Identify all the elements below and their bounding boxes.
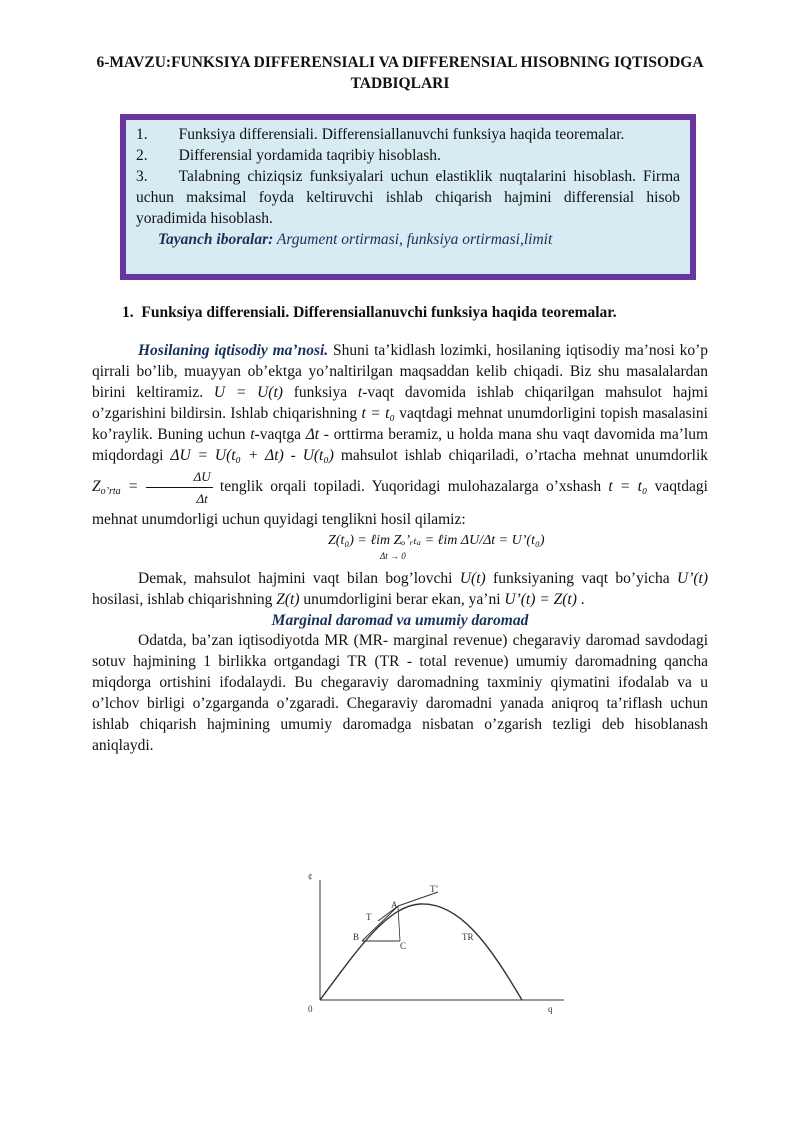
x-axis-label: q <box>548 1004 553 1014</box>
revenue-curve-figure <box>300 866 580 1026</box>
label-b: B <box>353 932 360 942</box>
keywords-line <box>136 229 680 250</box>
formula-u-prime-equals-z: U’(t) = Z(t) <box>504 591 577 608</box>
formula-u-of-t: U = U(t) <box>213 384 283 401</box>
keywords-label: Tayanch iboralar: <box>158 231 274 248</box>
formula-t-equals-t0: t = t₀ <box>361 405 395 422</box>
limit-formula-row <box>92 530 708 568</box>
tr-curve <box>320 904 522 1000</box>
y-axis-label: ¢ <box>308 872 313 882</box>
formula-average-productivity: $Z_{o’rta}$ = $\frac{\Delta U}{\Delta t}$ <box>92 478 213 495</box>
page-title: 6-MAVZU:FUNKSIYA DIFFERENSIALI VA DIFFERENSIAL HISOBNING IQTISODGA TADBIQLARI <box>96 54 704 92</box>
formula-delta-u: ΔU = U(t₀ + Δt) - U(t₀) <box>170 447 334 464</box>
label-c: C <box>400 941 407 951</box>
lesson-plan-box <box>120 114 696 280</box>
keywords-text: Argument ortirmasi, funksiya ortirmasi,limit <box>273 231 553 248</box>
label-t-prime: T’ <box>430 884 439 894</box>
document-page <box>92 52 708 756</box>
plan-item-3: 3. Talabning chiziqsiz funksiyalari uchun elastiklik nuqtalarini hisoblash. Firma uchun maksimal foyda keltiruvchi ishlab chiqarish hajmini differensial hisob yoradimida hisoblash. <box>136 168 680 227</box>
plan-item-1: 1. Funksiya differensiali. Differensiallanuvchi funksiya haqida teoremalar. <box>136 126 625 143</box>
paragraph-lead: Hosilaning iqtisodiy ma’nosi. <box>138 342 329 359</box>
label-t: T <box>366 912 372 922</box>
paragraph-economic-meaning: Hosilaning iqtisodiy ma’nosi. Shuni ta’kidlash lozimki, hosilaning iqtisodiy ma’nosi ko’p qirrali bo’lib, muayyan ob’ektga yo’naltirilgan maqsaddan kelib chiqadi. Biz shu masalalardan birini keltiramiz. U = U(t) funksiya t-vaqt davomida ishlab chiqarilgan mahsulot hajmi o’zgarishini bildirsin. Ishlab chiqarishning t = t₀ vaqtdagi mehnat unumdorligini topish masalasini ko’raylik. Buning uchun t-vaqtga Δt - orttirma beramiz, u holda mana shu vaqt davomida ma’lum miqdordagi ΔU = U(t₀ + Δt) - U(t₀) mahsulot ishlab chiqariladi, o’rtacha mehnat unumdorlik $Z_{o’rta}$ = $\frac{\Delta U}{\Delta t}$ tenglik orqali topiladi. Yuqoridagi mulohazalarga o’xshash t = t₀ vaqtdagi mehnat unumdorligi uchun quyidagi tenglikni hosil qilamiz: <box>92 342 709 528</box>
paragraph-marginal-revenue: Odatda, ba’zan iqtisodiyotda MR (MR- marginal revenue) chegaraviy daromad savdodagi sotuv hajmining 1 birlikka ortgandagi TR (TR - total revenue) umumiy daromadning qancha miqdorga ortishini ifodalaydi. Bu chegaraviy daromadning taxminiy qiymatini ifodalab va u o’lchov birligi o’zgarganda o’zgaradi. Chegaraviy daromadni yanada aniqroq ta’riflash uchun ishlab chiqarish hajmining umumiy daromadga nisbatan o’zgarish tezligi deb hisoblanash aniqlaydi. <box>92 632 708 754</box>
label-a: A <box>391 900 398 910</box>
subheading: Marginal daromad va umumiy daromad <box>271 612 529 629</box>
section-heading: 1. Funksiya differensiali. Differensiallanuvchi funksiya haqida teoremalar. <box>122 304 617 321</box>
label-tr: TR <box>462 932 474 942</box>
plan-item-2: 2. Differensial yordamida taqribiy hisoblash. <box>136 147 441 164</box>
formula-limit: Z(t₀) = ℓim Zₒ’ᵣₜₐ = ℓim ΔU/Δt = U’(t₀) <box>328 533 545 548</box>
formula-limit-subscript: Δt → 0 <box>380 551 406 561</box>
paragraph-conclusion: Demak, mahsulot hajmini vaqt bilan bog’lovchi U(t) funksiyaning vaqt bo’yicha U’(t) hosilasi, ishlab chiqarishning Z(t) unumdorligini berar ekan, ya’ni U’(t) = Z(t) . <box>92 570 708 608</box>
origin-label: 0 <box>308 1004 313 1014</box>
